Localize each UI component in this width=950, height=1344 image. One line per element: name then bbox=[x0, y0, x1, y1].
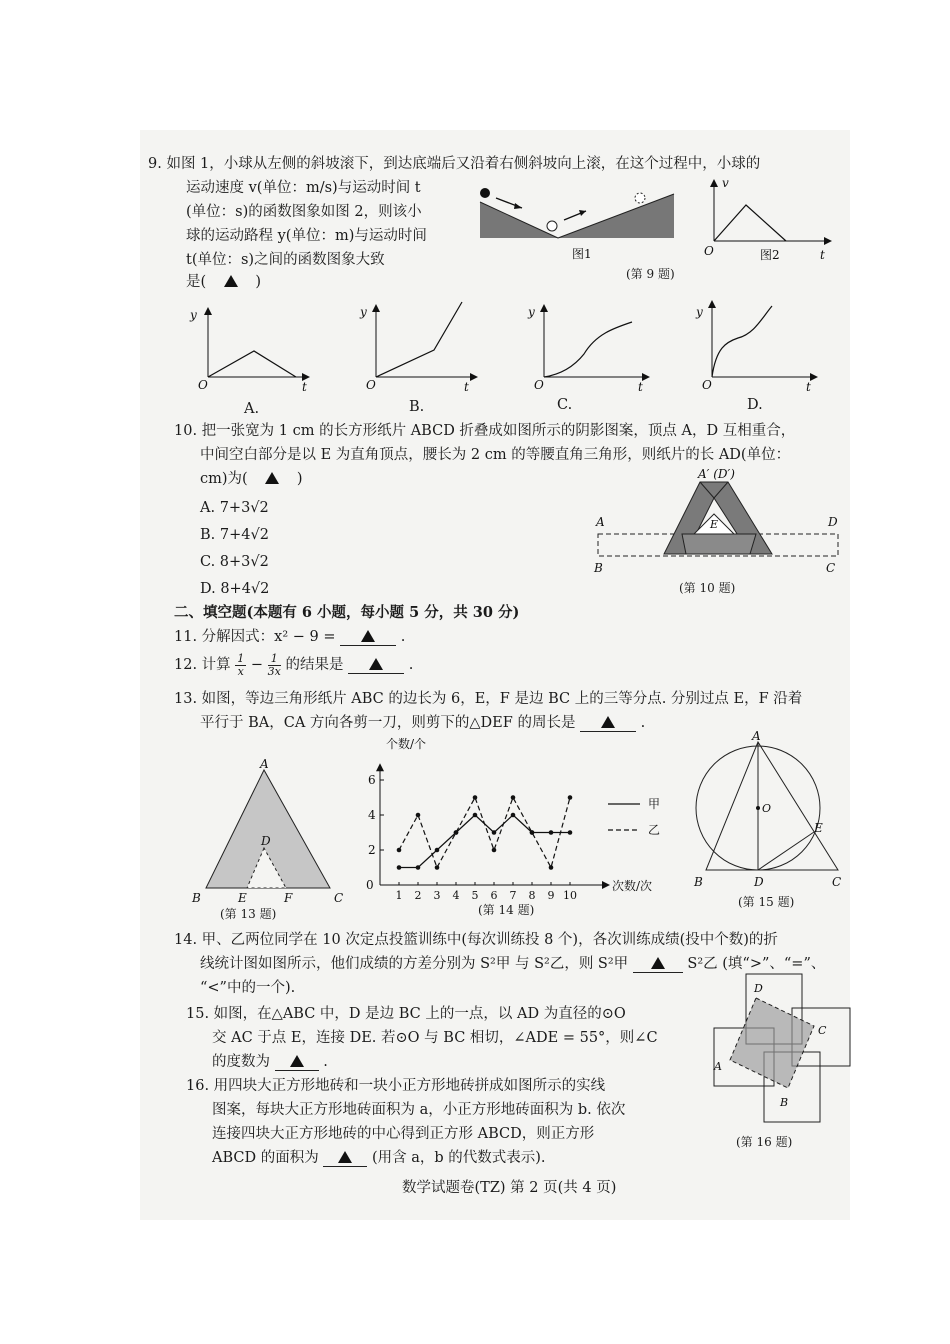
answer-triangle-icon bbox=[361, 630, 375, 642]
svg-text:D: D bbox=[754, 982, 763, 995]
y-tick-label: 2 bbox=[368, 843, 376, 857]
q9-option-a-graph bbox=[188, 305, 318, 400]
svg-text:t: t bbox=[302, 380, 307, 394]
q9-fig2-o: O bbox=[704, 244, 714, 258]
q14-line3: “<”中的一个). bbox=[200, 980, 296, 996]
answer-triangle-icon bbox=[651, 957, 665, 969]
q10-option-c[interactable]: C. 8+3√2 bbox=[200, 554, 269, 570]
data-point-甲 bbox=[511, 813, 516, 818]
data-point-甲 bbox=[549, 830, 554, 835]
q14-caption: (第 14 题) bbox=[478, 903, 535, 917]
data-point-乙 bbox=[568, 795, 573, 800]
q13-answer-blank[interactable] bbox=[580, 716, 636, 732]
x-tick-label: 1 bbox=[395, 889, 403, 902]
data-point-甲 bbox=[492, 830, 497, 835]
svg-text:A: A bbox=[260, 757, 269, 771]
svg-text:A: A bbox=[714, 1060, 722, 1073]
q16-figure bbox=[688, 968, 858, 1128]
q9-option-a[interactable]: A. bbox=[244, 401, 260, 417]
q12-fraction-1: $\frac{1}{x}$ bbox=[237, 652, 245, 678]
q11-text: 11. 分解因式：x² − 9 = bbox=[174, 629, 336, 645]
q16-line4a: ABCD 的面积为 bbox=[212, 1150, 319, 1166]
q10-line3-end: ) bbox=[296, 471, 303, 487]
q12-end: . bbox=[408, 657, 414, 674]
data-point-乙 bbox=[511, 795, 516, 800]
q10-option-a[interactable]: A. 7+3√2 bbox=[200, 500, 269, 516]
svg-text:y: y bbox=[696, 305, 703, 319]
page-footer: 数学试题卷(TZ) 第 2 页(共 4 页) bbox=[402, 1180, 617, 1196]
q10-caption: (第 10 题) bbox=[679, 581, 736, 595]
q13-line1: 13. 如图，等边三角形纸片 ABC 的边长为 6，E，F 是边 BC 上的三等分点. 分别过点 E，F 沿着 bbox=[174, 691, 803, 707]
q9-figure-2 bbox=[700, 175, 840, 265]
q9-line3: (单位：s)的函数图象如图 2，则该小 bbox=[186, 204, 422, 220]
answer-triangle-icon bbox=[369, 658, 383, 670]
svg-text:E: E bbox=[814, 821, 823, 835]
q9-line5: t(单位：s)之间的函数图象大致 bbox=[186, 252, 385, 268]
data-point-乙 bbox=[473, 795, 478, 800]
svg-text:y: y bbox=[528, 305, 535, 319]
q9-fig2-t: t bbox=[820, 248, 825, 262]
q15-line3-wrap bbox=[212, 1055, 328, 1071]
data-point-乙 bbox=[416, 813, 421, 818]
x-tick-label: 9 bbox=[547, 889, 555, 902]
q13-figure bbox=[190, 757, 350, 910]
q15-line1: 15. 如图，在△ABC 中，D 是边 BC 上的一点，以 AD 为直径的⊙O bbox=[186, 1006, 626, 1022]
answer-triangle-icon bbox=[224, 275, 238, 287]
answer-triangle-icon bbox=[290, 1055, 304, 1067]
data-point-乙 bbox=[530, 830, 535, 835]
legend-label-甲: 甲 bbox=[648, 797, 661, 811]
svg-text:A′ (D′): A′ (D′) bbox=[698, 467, 735, 481]
q9-figure-1 bbox=[478, 180, 678, 280]
svg-text:A: A bbox=[596, 515, 605, 529]
q10-line3: cm)为( bbox=[200, 471, 248, 487]
q13-line2-wrap bbox=[200, 716, 645, 732]
svg-text:D: D bbox=[828, 515, 838, 529]
answer-triangle-icon bbox=[265, 472, 279, 484]
section-fill-in-heading: 二、填空题(本题有 6 小题，每小题 5 分，共 30 分) bbox=[174, 604, 520, 621]
q13-line2: 平行于 BA，CA 方向各剪一刀，则剪下的△DEF 的周长是 bbox=[200, 715, 576, 731]
data-point-甲 bbox=[435, 848, 440, 853]
q14-line2a: 线统计图如图所示，他们成绩的方差分别为 S²甲 与 S²乙，则 S²甲 bbox=[200, 956, 629, 972]
q14-line-chart bbox=[360, 737, 690, 905]
q10-line1: 10. 把一张宽为 1 cm 的长方形纸片 ABCD 折叠成如图所示的阴影图案，顶点 A，D 互相重合， bbox=[174, 423, 796, 439]
answer-triangle-icon bbox=[601, 716, 615, 728]
svg-text:O: O bbox=[762, 802, 772, 815]
svg-text:y: y bbox=[360, 305, 367, 319]
q12-fraction-2: $\frac{1}{3x}$ bbox=[267, 652, 281, 678]
svg-text:C: C bbox=[826, 561, 836, 575]
svg-text:A: A bbox=[752, 729, 761, 743]
q9-line6: 是( bbox=[186, 274, 207, 290]
q15-end: . bbox=[323, 1054, 328, 1070]
q15-figure bbox=[688, 728, 848, 898]
q12-answer-blank[interactable] bbox=[348, 658, 404, 674]
q9-fig1-label: 图1 bbox=[572, 247, 592, 261]
x-tick-label: 7 bbox=[509, 889, 517, 902]
q16-line2: 图案，每块大正方形地砖面积为 a，小正方形地砖面积为 b. 依次 bbox=[212, 1102, 626, 1118]
q9-option-c-graph bbox=[524, 300, 659, 400]
svg-text:y: y bbox=[190, 308, 197, 322]
data-point-甲 bbox=[397, 865, 402, 870]
q12-pre: 12. 计算 bbox=[174, 657, 231, 674]
q15-caption: (第 15 题) bbox=[738, 895, 795, 909]
q9-line1: 9. 如图 1，小球从左侧的斜坡滚下，到达底端后又沿着右侧斜坡向上滚，在这个过程中，小球的 bbox=[148, 156, 761, 172]
q12-post: 的结果是 bbox=[285, 657, 344, 674]
data-point-甲 bbox=[473, 813, 478, 818]
q16-line4-wrap bbox=[212, 1151, 546, 1167]
svg-text:B: B bbox=[780, 1096, 789, 1109]
q15-line2: 交 AC 于点 E，连接 DE. 若⊙O 与 BC 相切，∠ADE = 55°，则∠C bbox=[212, 1030, 658, 1046]
answer-triangle-icon bbox=[338, 1151, 352, 1163]
svg-text:C: C bbox=[334, 891, 344, 905]
x-tick-label: 4 bbox=[452, 889, 460, 902]
q16-line1: 16. 用四块大正方形地砖和一块小正方形地砖拼成如图所示的实线 bbox=[186, 1078, 606, 1094]
q10-answer-line bbox=[200, 472, 303, 487]
data-point-乙 bbox=[435, 865, 440, 870]
q15-line3: 的度数为 bbox=[212, 1054, 270, 1070]
svg-text:C: C bbox=[818, 1024, 827, 1037]
q9-option-b-graph bbox=[356, 300, 486, 400]
q9-option-b[interactable]: B. bbox=[409, 399, 425, 415]
q14-line2b: S²乙 (填“>”、“=”、 bbox=[687, 956, 826, 972]
q12-minus: − bbox=[250, 657, 264, 674]
legend-label-乙: 乙 bbox=[648, 823, 661, 837]
q11-answer-blank[interactable] bbox=[340, 630, 396, 646]
q9-line4: 球的运动路程 y(单位：m)与运动时间 bbox=[186, 228, 427, 244]
q14-answer-blank[interactable] bbox=[633, 957, 683, 973]
y-tick-label: 6 bbox=[368, 773, 376, 787]
svg-text:t: t bbox=[806, 380, 811, 394]
x-tick-label: 2 bbox=[414, 889, 422, 902]
svg-text:O: O bbox=[198, 378, 208, 392]
q11-line bbox=[174, 630, 405, 646]
svg-text:E: E bbox=[710, 518, 719, 531]
q16-line4b: (用含 a，b 的代数式表示). bbox=[371, 1150, 546, 1166]
data-point-乙 bbox=[397, 848, 402, 853]
x-tick-label: 6 bbox=[490, 889, 498, 902]
x-tick-label: 3 bbox=[433, 889, 441, 902]
q13-caption: (第 13 题) bbox=[220, 907, 277, 921]
q13-end: . bbox=[640, 715, 646, 731]
y-tick-label: 0 bbox=[366, 878, 374, 892]
svg-text:O: O bbox=[702, 378, 712, 392]
svg-text:D: D bbox=[261, 834, 271, 848]
q9-caption: (第 9 题) bbox=[626, 267, 675, 281]
q14-line1: 14. 甲、乙两位同学在 10 次定点投篮训练中(每次训练投 8 个)，各次训练成绩(投中个数)的折 bbox=[174, 932, 778, 948]
y-axis-arrow-icon bbox=[376, 763, 384, 771]
svg-text:O: O bbox=[366, 378, 376, 392]
x-tick-label: 8 bbox=[528, 889, 536, 902]
q15-answer-blank[interactable] bbox=[275, 1055, 319, 1071]
q9-fig2-v: v bbox=[722, 176, 729, 190]
chart-x-axis-label: 次数/次 bbox=[612, 879, 653, 893]
svg-text:O: O bbox=[534, 378, 544, 392]
q9-option-d-graph bbox=[692, 298, 827, 398]
svg-text:B: B bbox=[594, 561, 603, 575]
q16-line3: 连接四块大正方形地砖的中心得到正方形 ABCD，则正方形 bbox=[212, 1126, 595, 1142]
data-point-乙 bbox=[454, 830, 459, 835]
q12-line bbox=[174, 653, 413, 677]
q9-line2: 运动速度 v(单位：m/s)与运动时间 t bbox=[186, 180, 421, 196]
data-point-甲 bbox=[416, 865, 421, 870]
q9-line6-end: ) bbox=[255, 274, 262, 290]
q9-fig2-label: 图2 bbox=[760, 248, 780, 262]
x-axis-arrow-icon bbox=[602, 881, 610, 889]
svg-text:t: t bbox=[464, 380, 469, 394]
q10-option-d[interactable]: D. 8+4√2 bbox=[200, 581, 270, 597]
data-point-甲 bbox=[568, 830, 573, 835]
q9-option-c[interactable]: C. bbox=[557, 397, 573, 413]
q10-option-b[interactable]: B. 7+4√2 bbox=[200, 527, 269, 543]
svg-text:B: B bbox=[192, 891, 201, 905]
chart-y-axis-label: 个数/个 bbox=[386, 737, 427, 751]
q10-figure bbox=[590, 468, 850, 598]
svg-text:C: C bbox=[832, 875, 842, 889]
q9-answer-line bbox=[186, 275, 261, 290]
svg-text:D: D bbox=[754, 875, 764, 889]
q9-option-d[interactable]: D. bbox=[747, 397, 763, 413]
svg-text:t: t bbox=[638, 380, 643, 394]
q10-line2: 中间空白部分是以 E 为直角顶点，腰长为 2 cm 的等腰直角三角形，则纸片的长 AD(单位： bbox=[200, 447, 791, 463]
svg-text:B: B bbox=[694, 875, 703, 889]
y-tick-label: 4 bbox=[368, 808, 376, 822]
q11-end: . bbox=[400, 629, 406, 645]
x-tick-label: 10 bbox=[563, 889, 577, 902]
data-point-乙 bbox=[549, 865, 554, 870]
q16-answer-blank[interactable] bbox=[323, 1151, 367, 1167]
data-point-乙 bbox=[492, 848, 497, 853]
svg-text:F: F bbox=[284, 891, 293, 905]
q16-caption: (第 16 题) bbox=[736, 1135, 793, 1149]
svg-text:E: E bbox=[238, 891, 247, 905]
x-tick-label: 5 bbox=[471, 889, 479, 902]
